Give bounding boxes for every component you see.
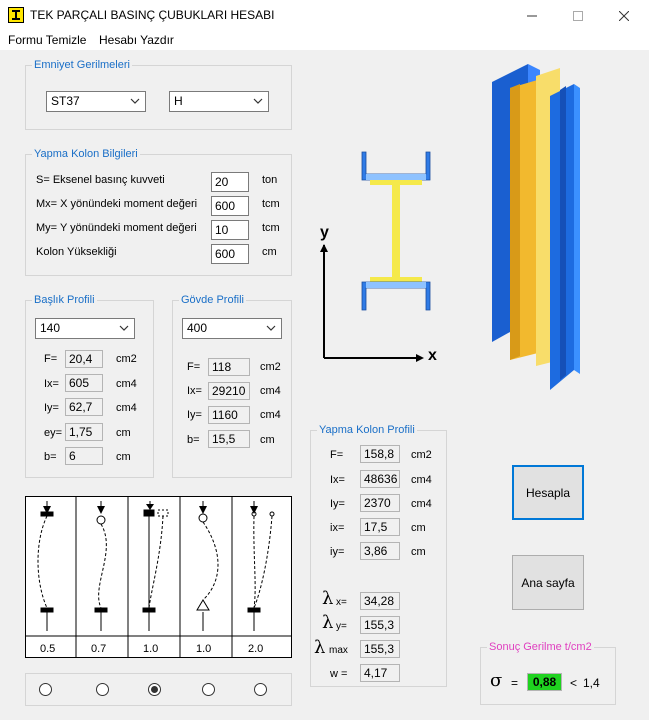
buckling-factor-5: 2.0 [248, 643, 264, 655]
flange-ey-label: ey= [44, 427, 63, 439]
flange-ix-label: Ix= [44, 378, 59, 390]
web-ix-label: Ix= [187, 385, 202, 397]
builtup-radius-y-unit: cm [411, 546, 426, 558]
lambda-max-symbol: λ [314, 637, 326, 658]
window-title: TEK PARÇALI BASINÇ ÇUBUKLARI HESABI [30, 8, 275, 22]
flange-f-unit: cm2 [116, 353, 137, 365]
sigma-symbol: σ [490, 670, 503, 691]
built-up-profile-legend: Yapma Kolon Profili [319, 424, 415, 436]
builtup-radius-y-value: 3,86 [360, 542, 400, 560]
result-legend: Sonuç Gerilme t/cm2 [489, 641, 592, 653]
web-ix-value: 29210 [208, 382, 250, 400]
web-profile-legend: Gövde Profili [181, 294, 244, 306]
buckling-factor-3: 1.0 [143, 643, 159, 655]
chevron-down-icon [118, 322, 130, 334]
axial-force-input[interactable]: 20 [211, 172, 249, 192]
buckling-factor-2: 0.7 [91, 643, 107, 655]
close-button[interactable] [601, 0, 647, 31]
builtup-f-value: 158,8 [360, 445, 400, 463]
lambda-y-value: 155,3 [360, 616, 400, 634]
moment-y-input[interactable]: 10 [211, 220, 249, 240]
lambda-x-sub: x= [336, 597, 347, 608]
menu-clear-form[interactable]: Formu Temizle [8, 33, 87, 47]
y-axis-label: y [320, 224, 329, 241]
column-height-unit: cm [262, 246, 277, 258]
chevron-down-icon [252, 95, 264, 107]
column-height-input[interactable]: 600 [211, 244, 249, 264]
builtup-radius-x-value: 17,5 [360, 518, 400, 536]
maximize-button[interactable] [555, 0, 601, 31]
web-f-value: 118 [208, 358, 250, 376]
builtup-radius-x-unit: cm [411, 522, 426, 534]
flange-b-unit: cm [116, 451, 131, 463]
builtup-ix-unit: cm4 [411, 474, 432, 486]
moment-y-unit: tcm [262, 222, 280, 234]
lambda-max-sub: max [329, 645, 348, 656]
home-button[interactable]: Ana sayfa [512, 555, 584, 610]
builtup-iy-value: 2370 [360, 494, 400, 512]
moment-x-label: Mx= X yönündeki moment değeri [36, 198, 198, 210]
result-limit: 1,4 [583, 676, 600, 690]
steel-grade-select[interactable] [46, 91, 146, 112]
web-profile-value: 400 [187, 321, 208, 335]
buckling-radio-4[interactable] [202, 683, 215, 696]
buckling-radio-1[interactable] [39, 683, 52, 696]
flange-f-value: 20,4 [65, 350, 103, 368]
load-case-value: H [174, 94, 183, 108]
omega-label: w = [330, 668, 348, 680]
buckling-radio-3[interactable] [148, 683, 161, 696]
result-equals: = [511, 676, 519, 690]
flange-ix-value: 605 [65, 374, 103, 392]
web-b-unit: cm [260, 434, 275, 446]
result-less-than: < [570, 676, 578, 690]
buckling-factor-1: 0.5 [40, 643, 56, 655]
web-f-unit: cm2 [260, 361, 281, 373]
web-ix-unit: cm4 [260, 385, 281, 397]
builtup-ix-label: Ix= [330, 474, 345, 486]
result-stress-value: 0,88 [527, 673, 562, 691]
buckling-cases-diagram [25, 496, 292, 658]
chevron-down-icon [265, 322, 277, 334]
calculate-button[interactable]: Hesapla [512, 465, 584, 520]
flange-profile-select[interactable] [35, 318, 135, 339]
buckling-factor-4: 1.0 [196, 643, 212, 655]
flange-ey-value: 1,75 [65, 423, 103, 441]
web-iy-label: Iy= [187, 409, 202, 421]
lambda-x-symbol: λ [322, 588, 334, 609]
safety-stress-legend: Emniyet Gerilmeleri [34, 59, 130, 71]
x-axis-label: x [428, 347, 437, 364]
builtup-f-label: F= [330, 449, 344, 461]
moment-y-label: My= Y yönündeki moment değeri [36, 222, 197, 234]
maximize-icon [573, 11, 583, 21]
lambda-max-value: 155,3 [360, 640, 400, 658]
web-b-value: 15,5 [208, 430, 250, 448]
load-case-select[interactable] [169, 91, 269, 112]
minimize-icon [527, 11, 537, 21]
web-iy-unit: cm4 [260, 409, 281, 421]
web-profile-select[interactable] [182, 318, 282, 339]
flange-iy-unit: cm4 [116, 402, 137, 414]
buckling-radio-2[interactable] [96, 683, 109, 696]
omega-value: 4,17 [360, 664, 400, 682]
flange-iy-label: Iy= [44, 402, 59, 414]
web-b-label: b= [187, 434, 200, 446]
steel-grade-value: ST37 [51, 94, 80, 108]
builtup-ix-value: 48636 [360, 470, 400, 488]
lambda-y-symbol: λ [322, 612, 334, 633]
flange-b-label: b= [44, 451, 57, 463]
close-icon [619, 11, 629, 21]
web-iy-value: 1160 [208, 406, 250, 424]
cross-section-diagram [310, 140, 450, 368]
flange-profile-value: 140 [40, 321, 61, 335]
axial-force-label: S= Eksenel basınç kuvveti [36, 174, 165, 186]
column-height-label: Kolon Yüksekliği [36, 246, 117, 258]
builtup-f-unit: cm2 [411, 449, 432, 461]
minimize-button[interactable] [509, 0, 555, 31]
menu-bar [0, 31, 649, 50]
flange-iy-value: 62,7 [65, 398, 103, 416]
builtup-iy-label: Iy= [330, 498, 345, 510]
menu-print-calc[interactable]: Hesabı Yazdır [99, 33, 174, 47]
buckling-radio-5[interactable] [254, 683, 267, 696]
moment-x-unit: tcm [262, 198, 280, 210]
column-info-legend: Yapma Kolon Bilgileri [34, 148, 138, 160]
flange-profile-legend: Başlık Profili [34, 294, 95, 306]
axial-force-unit: ton [262, 174, 278, 186]
lambda-x-value: 34,28 [360, 592, 400, 610]
builtup-iy-unit: cm4 [411, 498, 432, 510]
column-3d-illustration [480, 60, 590, 395]
flange-ix-unit: cm4 [116, 378, 137, 390]
web-f-label: F= [187, 361, 201, 373]
builtup-radius-y-label: iy= [330, 546, 345, 558]
moment-x-input[interactable]: 600 [211, 196, 249, 216]
builtup-radius-x-label: ix= [330, 522, 345, 534]
app-icon [8, 7, 24, 23]
flange-b-value: 6 [65, 447, 103, 465]
flange-f-label: F= [44, 353, 58, 365]
flange-ey-unit: cm [116, 427, 131, 439]
lambda-y-sub: y= [336, 621, 347, 632]
chevron-down-icon [129, 95, 141, 107]
